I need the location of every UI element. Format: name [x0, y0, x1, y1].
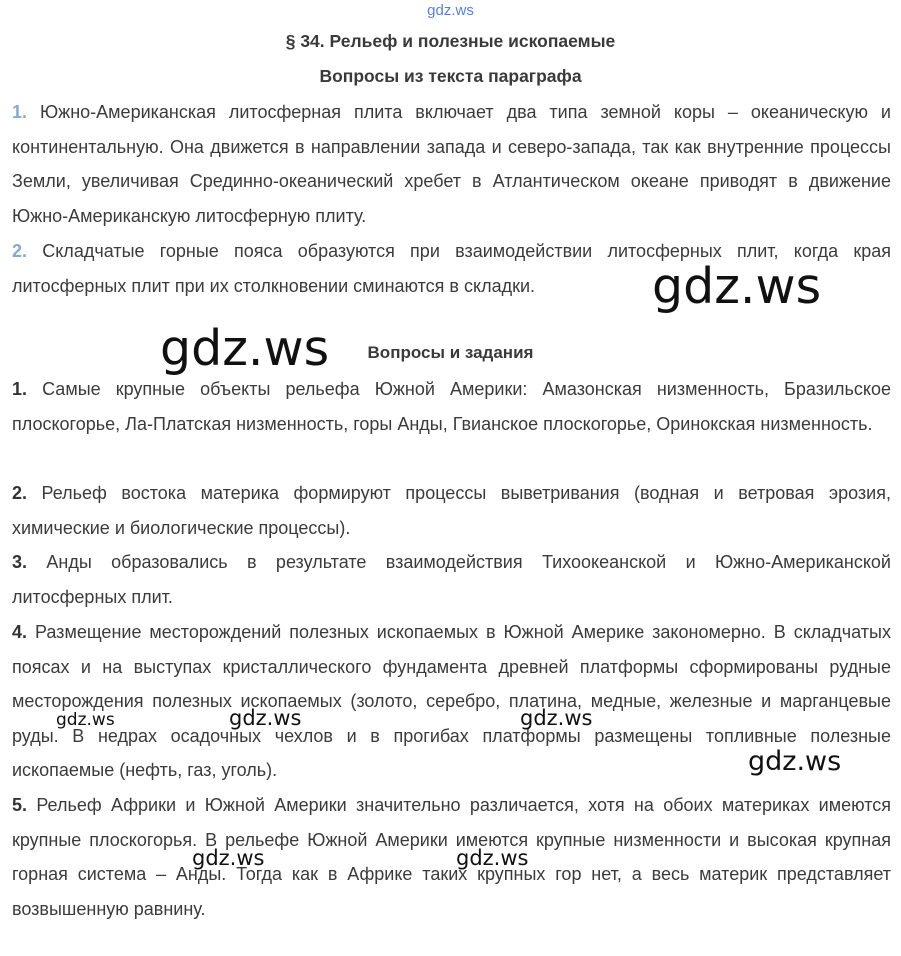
answer-number: 4. — [12, 622, 28, 642]
answer-text: Анды образовались в результате взаимодействия Тихоокеанской и Южно-Американской литосферных плит. — [12, 552, 891, 607]
answer-text: Размещение месторождений полезных ископаемых в Южной Америке закономерно. В складчатых поясах и на выступах кристаллического фундамента древней платформы сформированы рудные месторождения полезных ископаемых (золото, серебро, платина, медные, железные и марганцевые руды. В недрах осадочных чехлов и в прогибах платформы размещены топливные полезные ископаемые (нефть, газ, уголь). — [12, 622, 891, 780]
answer-number: 2. — [12, 241, 28, 261]
task-answer-1 — [12, 372, 891, 441]
watermark: gdz.ws — [56, 710, 115, 730]
answer-text: Самые крупные объекты рельефа Южной Америки: Амазонская низменность, Бразильское плоскогорье, Ла-Платская низменность, горы Анды, Гвианское плоскогорье, Оринокская низменность. — [12, 379, 891, 434]
watermark: gdz.ws — [229, 706, 302, 730]
section-heading-tasks: Вопросы и задания — [367, 343, 534, 362]
answer-number: 1. — [12, 379, 28, 399]
watermark: gdz.ws — [192, 846, 265, 870]
watermark: gdz.ws — [652, 258, 822, 315]
task-answer-5 — [12, 788, 891, 926]
section-heading-text-questions: Вопросы из текста параграфа — [319, 66, 582, 86]
text-question-answer-1 — [12, 95, 891, 233]
watermark: gdz.ws — [748, 746, 842, 777]
top-watermark: gdz.ws — [427, 2, 474, 19]
answer-text: Складчатые горные пояса образуются при взаимодействии литосферных плит, когда края литосферных плит при их столкновении сминаются в складки. — [12, 241, 891, 296]
answer-text: Рельеф востока материка формируют процессы выветривания (водная и ветровая эрозия, химические и биологические процессы). — [12, 483, 891, 538]
task-answer-2 — [12, 476, 891, 545]
answer-text: Южно-Американская литосферная плита включает два типа земной коры – океаническую и континентальную. Она движется в направлении запада и северо-запада, так как внутренние процессы Земли, увеличивая Срединно-океанический хребет в Атлантическом океане приводят в движение Южно-Американскую литосферную плиту. — [12, 102, 891, 226]
watermark: gdz.ws — [456, 846, 529, 870]
answer-number: 2. — [12, 483, 28, 503]
task-answer-3 — [12, 545, 891, 614]
watermark: gdz.ws — [520, 706, 593, 730]
answer-number: 1. — [12, 102, 28, 122]
page-title: § 34. Рельеф и полезные ископаемые — [285, 31, 616, 51]
watermark: gdz.ws — [160, 320, 330, 377]
answer-number: 3. — [12, 552, 28, 572]
answer-text: Рельеф Африки и Южной Америки значительно различается, хотя на обоих материках имеются крупные плоскогорья. В рельефе Южной Америки имеются крупные низменности и высокая крупная горная система – Анды. Тогда как в Африке таких крупных гор нет, а весь материк представляет возвышенную равнину. — [12, 795, 891, 919]
answer-number: 5. — [12, 795, 28, 815]
